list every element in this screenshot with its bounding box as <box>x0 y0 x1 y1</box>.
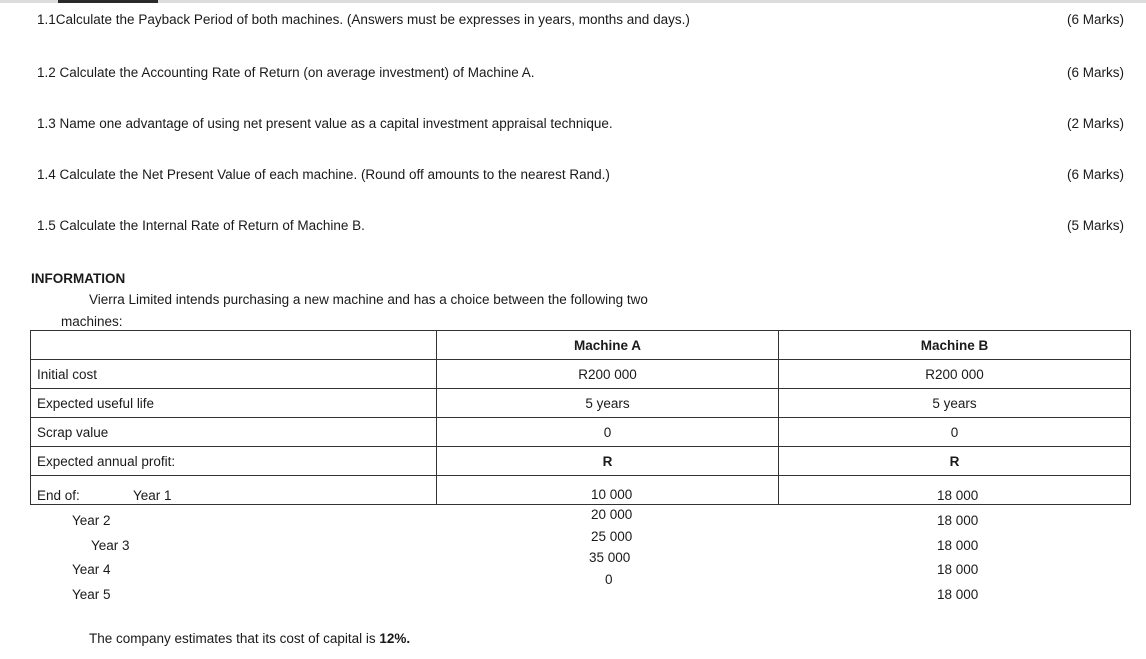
profit-value: 35 000 <box>589 550 631 565</box>
question-marks: (6 Marks) <box>1067 65 1124 80</box>
year-label: Year 3 <box>91 538 130 553</box>
question-marks: (2 Marks) <box>1067 116 1124 131</box>
table-row <box>31 389 1131 418</box>
profit-value: 18 000 <box>937 562 979 577</box>
question-1-3 <box>37 116 1124 136</box>
question-text: 1.2 Calculate the Accounting Rate of Return (on average investment) of Machine A. <box>37 65 535 80</box>
question-text: 1.5 Calculate the Internal Rate of Return of Machine B. <box>37 218 365 233</box>
profit-value: 10 000 <box>591 487 633 502</box>
information-intro: Vierra Limited intends purchasing a new machine and has a choice between the following two <box>89 292 648 307</box>
end-of-label: End of: <box>37 488 80 503</box>
question-1-5 <box>37 218 1124 238</box>
information-intro-continued: machines: <box>61 314 123 329</box>
information-heading: INFORMATION <box>31 271 126 286</box>
question-marks: (5 Marks) <box>1067 218 1124 233</box>
profit-value: 18 000 <box>937 488 979 503</box>
profit-year-labels <box>31 476 437 602</box>
machine-a-value: R200 000 <box>437 360 779 389</box>
profit-value: 25 000 <box>591 529 633 544</box>
row-label: Initial cost <box>31 360 437 389</box>
question-1-1 <box>37 12 1124 32</box>
table-row <box>31 360 1131 389</box>
machine-b-profits <box>779 476 1131 602</box>
cost-of-capital-note <box>89 631 410 646</box>
row-label: Expected annual profit: <box>31 447 437 476</box>
year-label: Year 1 <box>133 488 172 503</box>
machine-b-currency: R <box>779 447 1131 476</box>
profit-value: 18 000 <box>937 587 979 602</box>
machine-b-value: 0 <box>779 418 1131 447</box>
cropped-heading-fragment <box>58 0 158 3</box>
machine-a-value: 5 years <box>437 389 779 418</box>
profit-value: 18 000 <box>937 513 979 528</box>
profit-value: 20 000 <box>591 507 633 522</box>
year-label: Year 4 <box>72 562 111 577</box>
question-text: 1.3 Name one advantage of using net present value as a capital investment appraisal technique. <box>37 116 613 131</box>
table-header-blank <box>31 331 437 360</box>
machine-comparison-table <box>30 330 1131 602</box>
machine-a-profits <box>437 476 779 587</box>
profit-value: 0 <box>605 572 613 587</box>
column-header-machine-b: Machine B <box>779 331 1131 360</box>
machine-a-currency: R <box>437 447 779 476</box>
cost-of-capital-text: The company estimates that its cost of capital is <box>89 631 380 646</box>
year-label: Year 2 <box>72 513 111 528</box>
row-label: Expected useful life <box>31 389 437 418</box>
cost-of-capital-rate: 12%. <box>379 631 411 646</box>
question-marks: (6 Marks) <box>1067 12 1124 27</box>
question-marks: (6 Marks) <box>1067 167 1124 182</box>
column-header-machine-a: Machine A <box>437 331 779 360</box>
table-header-row <box>31 331 1131 360</box>
machine-b-value: 5 years <box>779 389 1131 418</box>
table-row <box>31 418 1131 447</box>
question-text: 1.1Calculate the Payback Period of both machines. (Answers must be expresses in years, months and days.) <box>37 12 690 27</box>
year-label: Year 5 <box>72 587 111 602</box>
profit-detail-row <box>31 476 1131 505</box>
row-label: Scrap value <box>31 418 437 447</box>
question-1-2 <box>37 65 1124 85</box>
question-1-4 <box>37 167 1124 187</box>
profit-value: 18 000 <box>937 538 979 553</box>
table-row <box>31 447 1131 476</box>
machine-b-value: R200 000 <box>779 360 1131 389</box>
top-rule <box>0 0 1146 3</box>
machine-a-value: 0 <box>437 418 779 447</box>
question-text: 1.4 Calculate the Net Present Value of each machine. (Round off amounts to the nearest Rand.) <box>37 167 610 182</box>
